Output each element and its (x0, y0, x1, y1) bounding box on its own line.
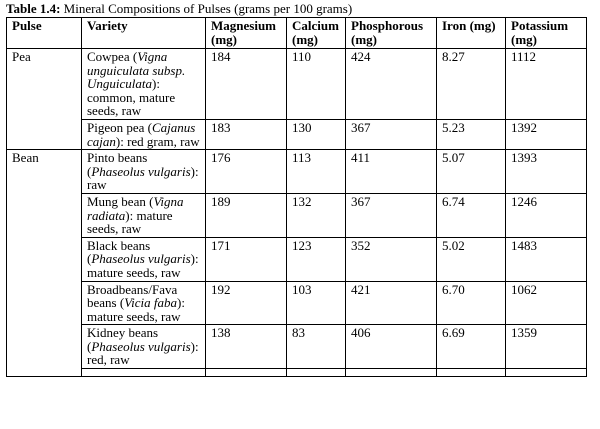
iron-cell: 6.74 (437, 193, 506, 237)
header-phosphorous: Phosphorous (mg) (346, 18, 437, 49)
magnesium-cell: 138 (206, 325, 287, 369)
magnesium-cell: 189 (206, 193, 287, 237)
variety-description: ): mature seeds, raw (87, 251, 199, 280)
phosphorous-cell: 367 (346, 119, 437, 149)
variety-scientific-name: Phaseolus vulgaris (91, 163, 191, 179)
phosphorous-cell: 406 (346, 325, 437, 369)
potassium-cell: 1393 (506, 150, 587, 194)
calcium-cell: 123 (287, 237, 346, 281)
table-row (7, 237, 587, 281)
calcium-cell: 83 (287, 325, 346, 369)
calcium-cell: 110 (287, 49, 346, 120)
header-variety: Variety (82, 18, 206, 49)
variety-common-name: Pinto beans ( (87, 150, 148, 179)
iron-cell: 6.69 (437, 325, 506, 369)
potassium-cell: 1483 (506, 237, 587, 281)
calcium-cell: 103 (287, 281, 346, 325)
header-potassium: Potassium (mg) (506, 18, 587, 49)
calcium-cell: 132 (287, 193, 346, 237)
potassium-cell: 1359 (506, 325, 587, 369)
empty-cell (506, 369, 587, 377)
table-row (7, 119, 587, 149)
variety-description: ): red, raw (87, 338, 199, 368)
variety-cell (82, 49, 206, 120)
empty-cell (82, 369, 206, 377)
variety-scientific-name: Vicia faba (124, 295, 178, 311)
variety-scientific-name: Phaseolus vulgaris (91, 251, 191, 267)
pulse-cell (7, 325, 82, 369)
header-row (7, 18, 587, 49)
empty-cell (287, 369, 346, 377)
potassium-cell: 1062 (506, 281, 587, 325)
empty-cell (7, 369, 82, 377)
magnesium-cell: 171 (206, 237, 287, 281)
variety-cell (82, 281, 206, 325)
variety-cell (82, 150, 206, 194)
variety-cell (82, 119, 206, 149)
pulse-cell (7, 281, 82, 325)
variety-cell (82, 237, 206, 281)
header-iron: Iron (mg) (437, 18, 506, 49)
pulse-cell (7, 237, 82, 281)
phosphorous-cell: 411 (346, 150, 437, 194)
magnesium-cell: 192 (206, 281, 287, 325)
calcium-cell: 113 (287, 150, 346, 194)
variety-cell (82, 325, 206, 369)
table-row (7, 193, 587, 237)
table-row (7, 49, 587, 120)
variety-description: ): common, mature seeds, raw (87, 76, 176, 119)
iron-cell: 5.07 (437, 150, 506, 194)
caption-text: Mineral Compositions of Pulses (grams per 100 grams) (60, 1, 353, 16)
potassium-cell: 1246 (506, 193, 587, 237)
variety-description: ): raw (87, 163, 199, 193)
pulse-cell: Bean (7, 150, 82, 194)
variety-common-name: Mung bean ( (87, 193, 154, 209)
potassium-cell: 1392 (506, 119, 587, 149)
magnesium-cell: 176 (206, 150, 287, 194)
phosphorous-cell: 367 (346, 193, 437, 237)
variety-description: ): red gram, raw (115, 133, 200, 149)
header-pulse: Pulse (7, 18, 82, 49)
header-magnesium: Magnesium (mg) (206, 18, 287, 49)
iron-cell: 8.27 (437, 49, 506, 120)
calcium-cell: 130 (287, 119, 346, 149)
phosphorous-cell: 421 (346, 281, 437, 325)
empty-cell (206, 369, 287, 377)
variety-scientific-name: Phaseolus vulgaris (91, 338, 191, 354)
pulse-cell: Pea (7, 49, 82, 120)
header-calcium: Calcium (mg) (287, 18, 346, 49)
iron-cell: 6.70 (437, 281, 506, 325)
table-caption (6, 1, 352, 16)
table-row (7, 281, 587, 325)
caption-label: Table 1.4: (6, 1, 61, 16)
table-row-continued (7, 369, 587, 377)
variety-common-name: Black beans ( (87, 237, 151, 267)
variety-common-name: Broadbeans/Fava beans ( (87, 281, 178, 311)
variety-scientific-name: Cajanus cajan (87, 119, 196, 149)
phosphorous-cell: 424 (346, 49, 437, 120)
variety-cell (82, 193, 206, 237)
pulse-cell (7, 193, 82, 237)
table-row (7, 325, 587, 369)
table-row (7, 150, 587, 194)
variety-scientific-name: Vigna radiata (87, 193, 184, 223)
variety-common-name: Pigeon pea ( (87, 119, 152, 135)
iron-cell: 5.23 (437, 119, 506, 149)
variety-description: ): mature seeds, raw (87, 295, 185, 324)
magnesium-cell: 183 (206, 119, 287, 149)
variety-common-name: Cowpea ( (87, 49, 138, 64)
magnesium-cell: 184 (206, 49, 287, 120)
potassium-cell: 1112 (506, 49, 587, 120)
empty-cell (437, 369, 506, 377)
iron-cell: 5.02 (437, 237, 506, 281)
pulse-cell (7, 119, 82, 149)
variety-description: ): mature seeds, raw (87, 207, 173, 237)
phosphorous-cell: 352 (346, 237, 437, 281)
variety-common-name: Kidney beans ( (87, 325, 159, 354)
empty-cell (346, 369, 437, 377)
variety-scientific-name: Vigna unguiculata subsp. Unguiculata (87, 49, 186, 92)
mineral-table (6, 17, 587, 377)
